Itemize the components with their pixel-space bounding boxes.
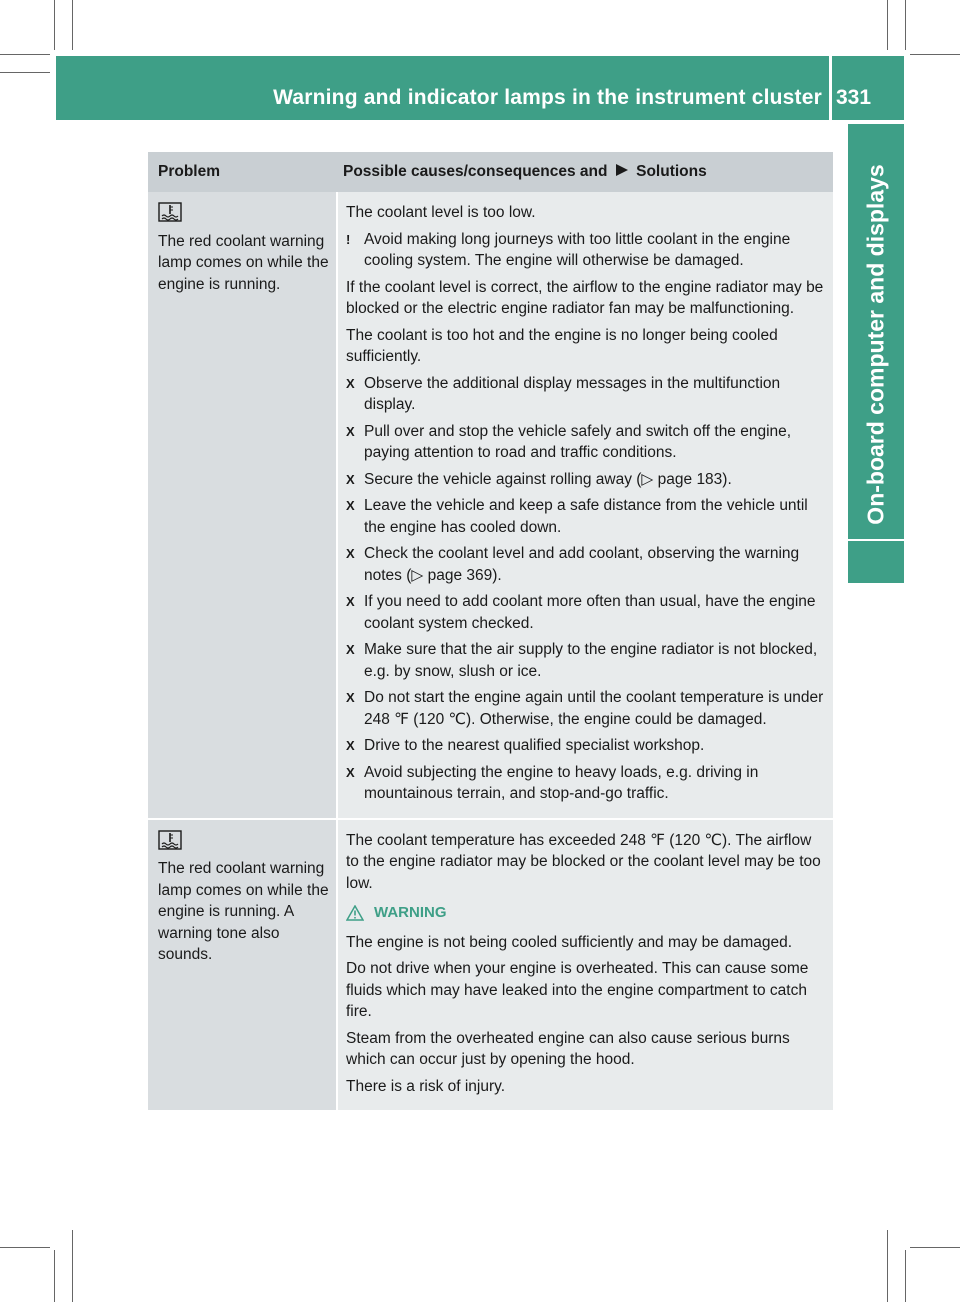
crop-mark <box>905 0 906 50</box>
problem-text: The red coolant warning lamp comes on while the engine is running. A warning tone also sounds. <box>158 860 329 963</box>
note <box>346 229 827 272</box>
exclamation-icon: ! <box>346 231 351 247</box>
table-header <box>148 152 833 192</box>
problem-cell <box>148 820 336 1111</box>
crop-mark <box>910 1247 960 1248</box>
step-marker-icon: X <box>346 375 355 391</box>
warning-text: Steam from the overheated engine can also cause serious burns which can occur just by opening the hood. <box>346 1029 790 1068</box>
cause-text: The coolant temperature has exceeded 248 ℉ (120 ℃). The airflow to the engine radiator may be blocked or the coolant level may be too low. <box>346 831 821 892</box>
step-marker-icon: X <box>346 764 355 780</box>
step-text: If you need to add coolant more often than usual, have the engine coolant system checked. <box>364 593 816 632</box>
list-item <box>346 469 827 491</box>
step-marker-icon: X <box>346 690 355 705</box>
step-text: Leave the vehicle and keep a safe distance from the vehicle until the engine has cooled down. <box>364 497 808 536</box>
list-item <box>346 495 827 538</box>
step-text: Drive to the nearest qualified specialist workshop. <box>364 737 705 754</box>
list-item <box>346 639 827 682</box>
step-marker-icon: X <box>346 546 355 561</box>
warning-triangle-icon <box>346 905 364 921</box>
crop-mark <box>887 0 888 50</box>
header-solutions-text: Solutions <box>636 163 707 180</box>
note-text: Avoid making long journeys with too little coolant in the engine cooling system. The engine will otherwise be damaged. <box>364 230 791 269</box>
problem-text: The red coolant warning lamp comes on while the engine is running. <box>158 232 329 293</box>
list-item <box>346 543 827 586</box>
header-causes-text: Possible causes/consequences and <box>343 163 608 180</box>
header-problem: Problem <box>158 163 221 180</box>
warning-text: Do not drive when your engine is overheated. This can cause some fluids which may have leaked into the engine compartment to catch fire. <box>346 960 809 1020</box>
solution-cell <box>338 820 833 1111</box>
cause-text: If the coolant level is correct, the airflow to the engine radiator may be blocked or the electric engine radiator fan may be malfunctioning. <box>346 278 824 317</box>
list-item <box>346 762 827 805</box>
step-text: Secure the vehicle against rolling away (▷ page 183). <box>364 470 732 488</box>
chapter-marker <box>848 541 904 583</box>
list-item <box>346 591 827 634</box>
step-marker-icon: X <box>346 738 355 753</box>
crop-mark <box>54 1250 55 1302</box>
step-text: Observe the additional display messages in the multifunction display. <box>364 374 781 413</box>
coolant-temperature-icon <box>158 202 182 222</box>
crop-mark <box>0 54 50 55</box>
step-text: Make sure that the air supply to the engine radiator is not blocked, e.g. by snow, slush or ice. <box>364 641 818 680</box>
crop-mark <box>0 1247 50 1248</box>
crop-mark <box>72 1230 73 1302</box>
warning-heading <box>346 902 827 924</box>
warning-text: The engine is not being cooled sufficiently and may be damaged. <box>346 933 793 951</box>
list-item <box>346 421 827 464</box>
step-marker-icon: X <box>346 594 355 609</box>
coolant-temperature-icon <box>158 830 182 850</box>
crop-mark <box>0 72 50 73</box>
crop-mark <box>887 1230 888 1302</box>
warning-table <box>148 152 833 1110</box>
cause-text: The coolant level is too low. <box>346 204 536 221</box>
chapter-tab-label: On-board computer and displays <box>862 164 889 525</box>
crop-mark <box>72 0 73 50</box>
list-item <box>346 687 827 730</box>
step-text: Pull over and stop the vehicle safely and switch off the engine, paying attention to road and traffic conditions. <box>364 422 792 461</box>
step-marker-icon: X <box>346 423 355 439</box>
cause-text: The coolant is too hot and the engine is no longer being cooled sufficiently. <box>346 326 778 365</box>
step-marker-icon: X <box>346 471 355 487</box>
warning-text: There is a risk of injury. <box>346 1077 506 1095</box>
list-item <box>346 735 827 757</box>
step-text: Avoid subjecting the engine to heavy loads, e.g. driving in mountainous terrain, and stop-and-go traffic. <box>364 763 759 802</box>
list-item <box>346 373 827 416</box>
step-marker-icon: X <box>346 642 355 657</box>
step-marker-icon: X <box>346 498 355 513</box>
header-divider <box>829 56 832 120</box>
section-title: Warning and indicator lamps in the instrument cluster <box>273 86 822 109</box>
problem-cell <box>148 192 336 818</box>
crop-mark <box>54 0 55 50</box>
solution-cell <box>338 192 833 818</box>
crop-mark <box>905 1250 906 1302</box>
crop-mark <box>910 54 960 55</box>
table-row <box>148 192 833 818</box>
table-row <box>148 820 833 1111</box>
step-text: Do not start the engine again until the coolant temperature is under 248 ℉ (120 ℃). Otherwise, the engine could be damaged. <box>364 689 824 728</box>
step-text: Check the coolant level and add coolant, observing the warning notes (▷ page 369). <box>364 545 800 584</box>
header-causes <box>335 163 833 181</box>
arrow-right-icon <box>615 163 629 177</box>
warning-label: WARNING <box>374 904 447 921</box>
page-number: 331 <box>836 86 872 109</box>
